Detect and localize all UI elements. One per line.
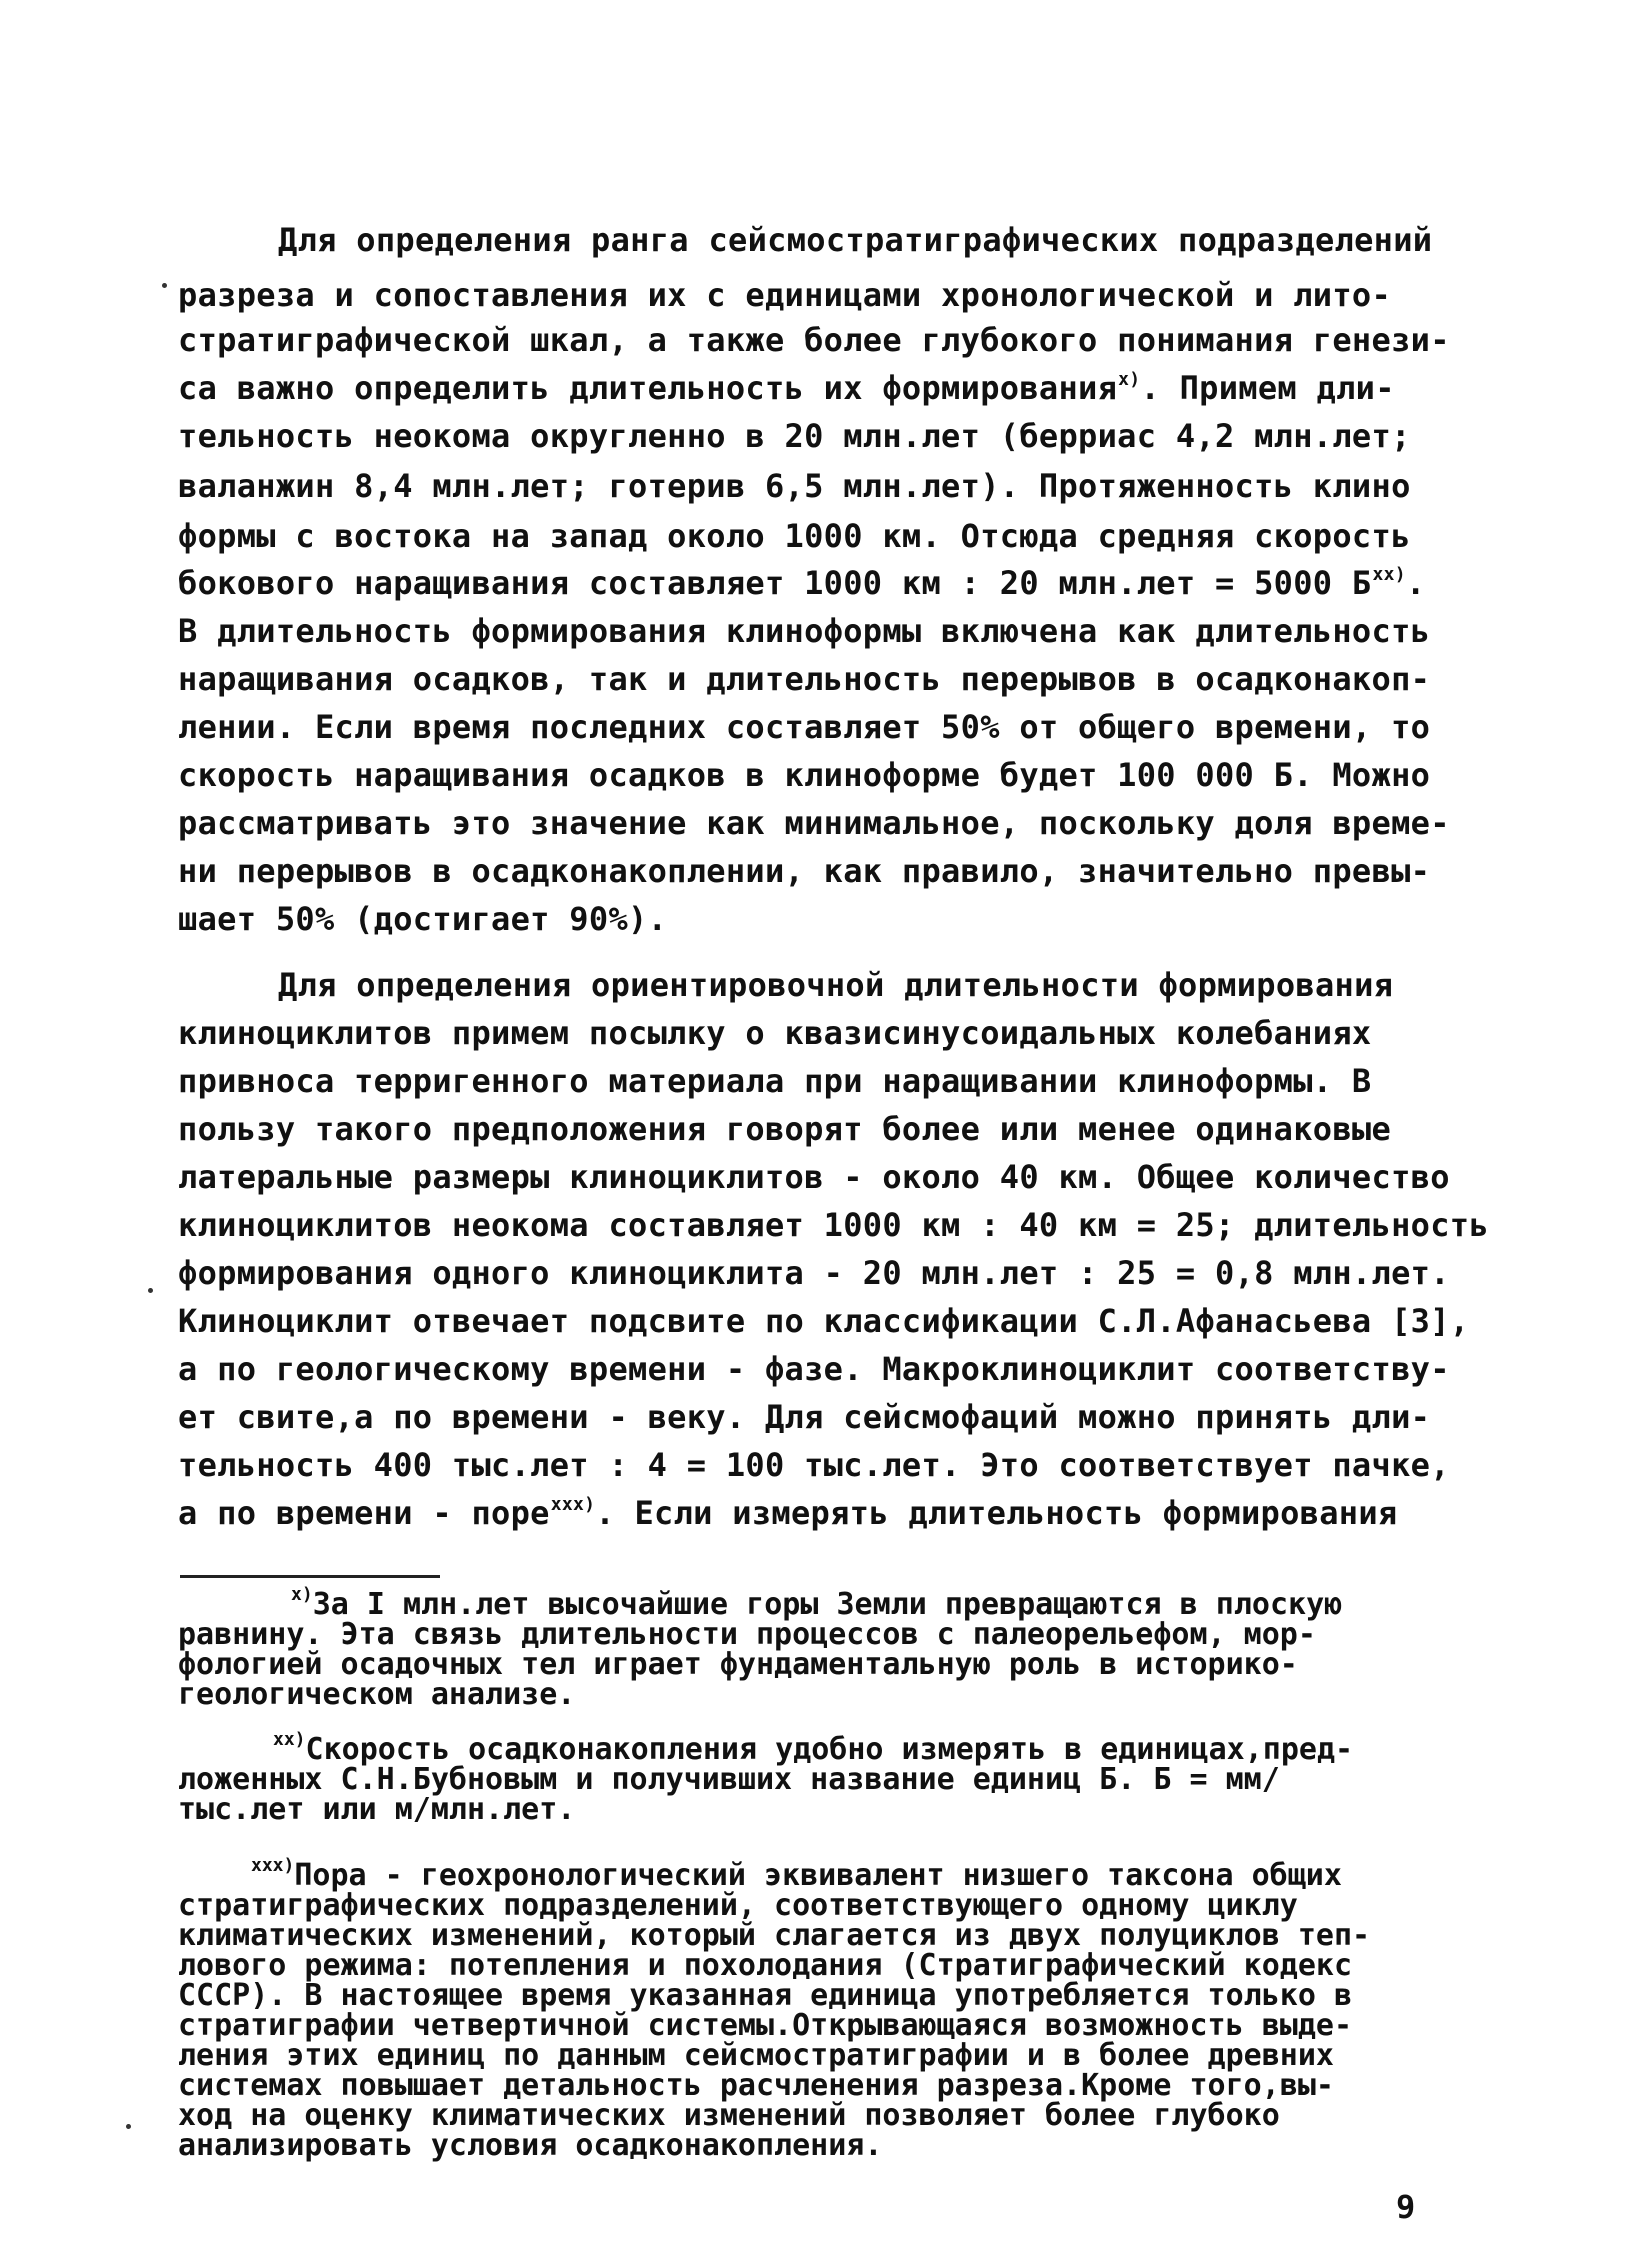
text-line: ни перерывов в осадконакоплении, как правило, значительно превы-: [178, 852, 1431, 890]
text-line: клиноциклитов примем посылку о квазисинусоидальных колебаниях: [178, 1014, 1372, 1052]
footnote-line: ложенных С.Н.Бубновым и получивших название единиц Б. Б = мм/: [178, 1762, 1280, 1797]
text-line: Для определения ориентировочной длительности формирования: [278, 966, 1394, 1004]
text-line: латеральные размеры клиноциклитов - около 40 км. Общее количество: [178, 1158, 1450, 1196]
footnote-marker-xx: xx): [1372, 564, 1406, 585]
footnote-line: ления этих единиц по данным сейсмостратиграфии и в более древних: [178, 2038, 1334, 2073]
footnote-line: геологическом анализе.: [178, 1677, 576, 1712]
text-line: рассматривать это значение как минимальное, поскольку доля време-: [178, 804, 1450, 842]
text-line: скорость наращивания осадков в клиноформе будет 100 000 Б. Можно: [178, 756, 1431, 794]
text-line: тельность 400 тыс.лет : 4 = 100 тыс.лет. Это соответствует пачке,: [178, 1446, 1450, 1484]
footnote-line: лового режима: потепления и похолодания (Стратиграфический кодекс: [178, 1948, 1352, 1983]
text-line: Для определения ранга сейсмостратиграфических подразделений: [278, 221, 1433, 259]
text-span: .: [1405, 564, 1426, 602]
footnote-marker-x: x): [291, 1584, 313, 1605]
footnote-line: ход на оценку климатических изменений позволяет более глубоко: [178, 2098, 1280, 2133]
text-span: За I млн.лет высочайшие горы Земли превращаются в плоскую: [312, 1587, 1343, 1622]
text-span: а по времени - поре: [178, 1494, 550, 1532]
text-line: пользу такого предположения говорят более или менее одинаковые: [178, 1110, 1392, 1148]
footnote-line: стратиграфических подразделений, соответствующего одному циклу: [178, 1888, 1298, 1923]
text-line: клиноциклитов неокома составляет 1000 км : 40 км = 25; длительность: [178, 1206, 1489, 1244]
text-span: . Примем дли-: [1140, 369, 1395, 407]
text-line: [178, 564, 1426, 608]
text-span: Скорость осадконакопления удобно измерять в единицах,пред-: [305, 1732, 1354, 1767]
text-line: формирования одного клиноциклита - 20 млн.лет : 25 = 0,8 млн.лет.: [178, 1254, 1450, 1292]
footnote-marker-xxx: xxx): [550, 1494, 596, 1515]
text-span: Пора - геохронологический эквивалент низшего таксона общих: [294, 1858, 1342, 1893]
text-span: бокового наращивания составляет 1000 км : 20 млн.лет = 5000 Б: [178, 564, 1372, 602]
text-line: Клиноциклит отвечает подсвите по классификации С.Л.Афанасьева [3],: [178, 1302, 1470, 1340]
footnote-marker-xx: xx): [273, 1729, 306, 1750]
text-line: В длительность формирования клиноформы включена как длительность: [178, 612, 1431, 650]
page-number: 9: [1396, 2188, 1416, 2226]
text-line: шает 50% (достигает 90%).: [178, 900, 668, 938]
footnote-marker-x: x): [1118, 369, 1141, 390]
footnote-line: равнину. Эта связь длительности процессов с палеорельефом, мор-: [178, 1617, 1316, 1652]
text-line: стратиграфической шкал, а также более глубокого понимания генези-: [178, 321, 1450, 359]
text-line: наращивания осадков, так и длительность перерывов в осадконакоп-: [178, 660, 1431, 698]
text-span: са важно определить длительность их формирования: [178, 369, 1118, 407]
footnote-line: тыс.лет или м/млн.лет.: [178, 1792, 576, 1827]
text-line: формы с востока на запад около 1000 км. Отсюда средняя скорость: [178, 517, 1411, 555]
footnote-marker-xxx: xxx): [251, 1855, 295, 1876]
text-line: а по геологическому времени - фазе. Макроклиноциклит соответству-: [178, 1350, 1450, 1388]
text-line: [178, 369, 1395, 413]
footnote-line: СССР). В настоящее время указанная единица употребляется только в: [178, 1978, 1352, 2013]
text-line: тельность неокома округленно в 20 млн.лет (берриас 4,2 млн.лет;: [178, 417, 1411, 455]
footnote-line: фологией осадочных тел играет фундаментальную роль в историко-: [178, 1647, 1298, 1682]
text-line: лении. Если время последних составляет 50% от общего времени, то: [178, 708, 1431, 746]
scan-speck: [126, 2124, 131, 2129]
footnote-line: анализировать условия осадконакопления.: [178, 2128, 883, 2163]
footnote-line: стратиграфии четвертичной системы.Открывающаяся возможность выде-: [178, 2008, 1352, 2043]
text-line: разреза и сопоставления их с единицами хронологической и лито-: [178, 276, 1392, 314]
text-line: ет свите,а по времени - веку. Для сейсмофаций можно принять дли-: [178, 1398, 1431, 1436]
footnote-line: системах повышает детальность расчленения разреза.Кроме того,вы-: [178, 2068, 1334, 2103]
scan-speck: [162, 283, 167, 288]
text-line: [178, 1494, 1398, 1538]
scan-speck: [148, 1288, 153, 1293]
footnote-line: климатических изменений, который слагается из двух полуциклов теп-: [178, 1918, 1371, 1953]
footnote-separator: [180, 1575, 440, 1578]
text-line: валанжин 8,4 млн.лет; готерив 6,5 млн.лет). Протяженность клино: [178, 467, 1411, 505]
text-span: . Если измерять длительность формирования: [595, 1494, 1398, 1532]
text-line: привноса терригенного материала при наращивании клиноформы. В: [178, 1062, 1372, 1100]
